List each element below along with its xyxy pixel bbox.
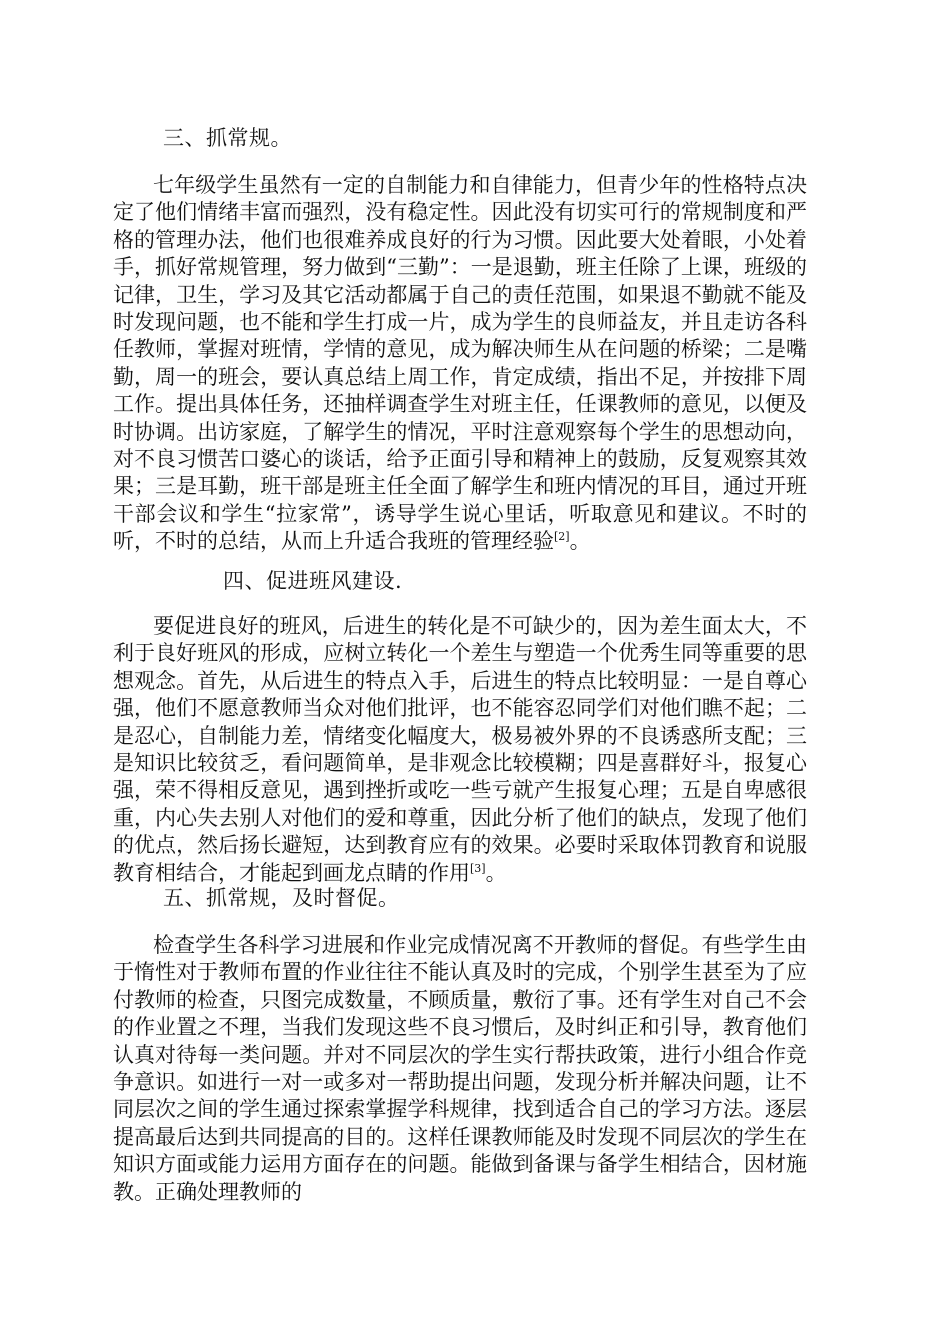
paragraph-text: 检查学生各科学习进展和作业完成情况离不开教师的督促。有些学生由于惰性对于教师布置的作业往往不能认真及时的完成，个别学生甚至为了应付教师的检查，只图完成数量，不顾质量，敷衍了事。还有学生对自己不会的作业置之不理，当我们发现这些不良习惯后，及时纠正和引导，教育他们认真对待每一类问题。并对不同层次的学生实行帮扶政策，进行小组合作竞争意识。如进行一对一或多对一帮助提出问题，发现分析并解决问题，让不同层次之间的学生通过探索掌握学科规律，找到适合自己的学习方法。逐层提高最后达到共同提高的目的。这样任课教师能及时发现不同层次的学生在知识方面或能力运用方面存在的问题。能做到备课与备学生相结合，因材施教。正确处理教师的 (113, 933, 807, 1204)
section-paragraph-4 (113, 613, 807, 887)
section-heading-5: 五、抓常规，及时督促。 (163, 886, 400, 910)
citation-ref: [3] (470, 861, 486, 875)
section-heading-3: 三、抓常规。 (163, 126, 292, 150)
section-heading-4: 四、促进班风建设. (223, 569, 403, 593)
paragraph-text: 七年级学生虽然有一定的自制能力和自律能力，但青少年的性格特点决定了他们情绪丰富而强烈，没有稳定性。因此没有切实可行的常规制度和严格的管理办法，他们也很难养成良好的行为习惯。因此要大处着眼，小处着手，抓好常规管理，努力做到“三勤”：一是退勤，班主任除了上课，班级的记律，卫生，学习及其它活动都属于自己的责任范围，如果退不勤就不能及时发现问题，也不能和学生打成一片，成为学生的良师益友，并且走访各科任教师，掌握对班情，学情的意见，成为解决师生从在问题的桥梁；二是嘴勤，周一的班会，要认真总结上周工作，肯定成绩，指出不足，并按排下周工作。提出具体任务，还抽样调查学生对班主任，任课教师的意见，以便及时协调。出访家庭，了解学生的情况，平时注意观察每个学生的思想动向，对不良习惯苦口婆心的谈话，给予正面引导和精神上的鼓励，反复观察其效果；三是耳勤，班干部是班主任全面了解学生和班内情况的耳目，通过开班干部会议和学生“拉家常”，诱导学生说心里话，听取意见和建议。不时的听，不时的总结，从而上升适合我班的管理经验 (113, 173, 807, 554)
section-paragraph-5 (113, 932, 807, 1206)
citation-ref: [2] (554, 530, 570, 544)
paragraph-text: 要促进良好的班风，后进生的转化是不可缺少的，因为差生面太大，不利于良好班风的形成，应树立转化一个差生与塑造一个优秀生同等重要的思想观念。首先，从后进生的特点入手，后进生的特点比较明显：一是自尊心强，他们不愿意教师当众对他们批评，也不能容忍同学们对他们瞧不起；二是忍心，自制能力差，情绪变化幅度大，极易被外界的不良诱惑所支配；三是知识比较贫乏，看问题简单，是非观念比较模糊；四是喜群好斗，报复心强，荣不得相反意见，遇到挫折或吃一些亏就产生报复心理；五是自卑感很重，内心失去别人对他们的爱和尊重，因此分析了他们的缺点，发现了他们的优点，然后扬长避短，达到教育应有的效果。必要时采取体罚教育和说服教育相结合，才能起到画龙点睛的作用 (113, 614, 807, 885)
section-paragraph-3 (113, 172, 807, 556)
paragraph-end: 。 (569, 529, 591, 554)
paragraph-end: 。 (485, 860, 507, 885)
